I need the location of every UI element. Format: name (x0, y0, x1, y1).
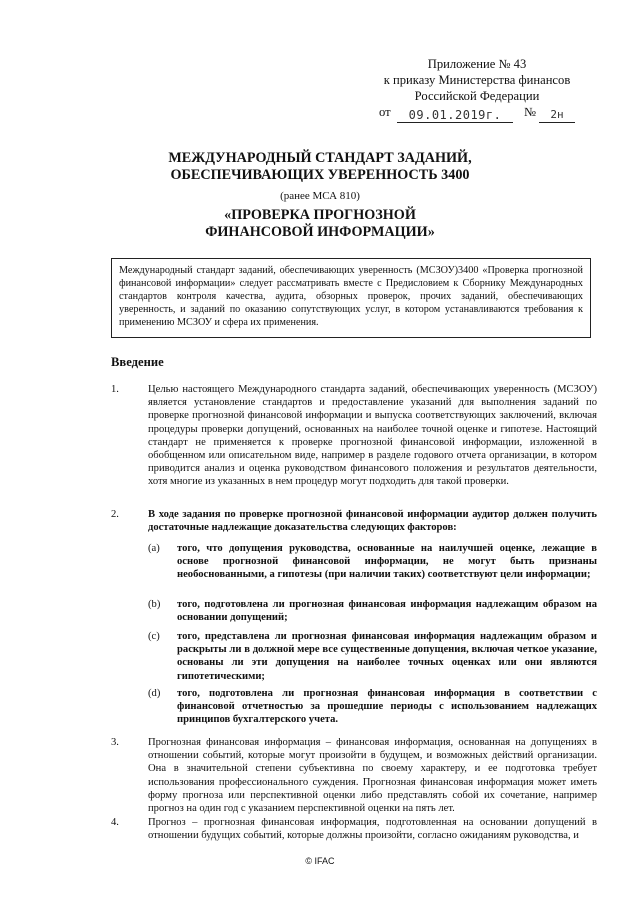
standard-name-line-2: ФИНАНСОВОЙ ИНФОРМАЦИИ» (205, 224, 435, 240)
paragraph-text: В ходе задания по проверке прогнозной финансовой информации аудитор должен получить достаточные надлежащие доказательства следующих факторов: (148, 509, 597, 534)
order-date-line (379, 104, 589, 124)
subitem-label: (b) (148, 599, 161, 610)
annex-header (372, 56, 582, 104)
standard-name (60, 207, 580, 241)
order-from-label: от (379, 105, 391, 119)
subitem-text: того, подготовлена ли прогнозная финансовая информация надлежащим образом на основании допущений; (177, 599, 597, 624)
subitem-label: (c) (148, 631, 160, 642)
annex-title: Приложение № 43 (427, 57, 527, 71)
notice-box: Международный стандарт заданий, обеспечивающих уверенность (МСЗОУ)3400 «Проверка прогнозной финансовой информации» следует рассматривать вместе с Предисловием к Сборнику Международных стандартов контроля качества, аудита, обзорных проверок, прочих заданий, обеспечивающих уверенность, и заданий по оказанию сопутствующих услуг, в котором устанавливаются требования к применению МСЗОУ и сфера их применения. (111, 258, 591, 338)
order-number-value: 2н (539, 108, 575, 123)
paragraph-number: 1. (111, 384, 119, 395)
annex-country: Российской Федерации (414, 89, 540, 103)
paragraph-number: 4. (111, 817, 119, 828)
annex-order-ref: к приказу Министерства финансов (383, 73, 571, 87)
standard-title-line-1: МЕЖДУНАРОДНЫЙ СТАНДАРТ ЗАДАНИЙ, (168, 150, 472, 166)
subitem-label: (d) (148, 688, 161, 699)
subitem-text: того, подготовлена ли прогнозная финансовая информация в соответствии с финансовой отчетностью за прошедшие периоды с использованием надлежащих принципов бухгалтерского учета. (177, 688, 597, 726)
order-date-stamp: 09.01.2019г. (397, 108, 513, 123)
paragraph-text: Прогноз – прогнозная финансовая информация, подготовленная на основании допущений в отношении будущих событий, которые должны произойти, согласно ожиданиям руководства, и (148, 817, 597, 842)
copyright-footer: © IFAC (305, 856, 335, 866)
paragraph-number: 3. (111, 737, 119, 748)
standard-title-line-2: ОБЕСПЕЧИВАЮЩИХ УВЕРЕННОСТЬ 3400 (170, 167, 470, 183)
subitem-text: того, что допущения руководства, основанные на наилучшей оценке, лежащие в основе прогнозной финансовой информации, не могут быть признаны необоснованными, а гипотезы (при наличии таких) соответствуют цели информации; (177, 543, 597, 581)
subitem-text: того, представлена ли прогнозная финансовая информация надлежащим образом и раскрыты ли в должной мере все существенные допущения, включая четкое указание, основаны ли эти допущения на наиболее точных оценках или они являются гипотетическими; (177, 631, 597, 682)
section-heading-introduction: Введение (111, 355, 164, 369)
standard-title (60, 150, 580, 184)
paragraph-number: 2. (111, 509, 119, 520)
paragraph-text: Целью настоящего Международного стандарта заданий, обеспечивающих уверенность (МСЗОУ) является установление стандартов и предоставление указаний для выполнения заданий по проверке прогнозной финансовой информации и выпуска соответствующих заключений, включая процедуры проверки допущений, основанных на наиболее точной оценке и гипотезе. Настоящий стандарт не применяется к проверке прогнозной финансовой информации, изложенной в обобщенном или описательном виде, например в разделе годового отчета организации, в котором приводится анализ и оценка руководством финансового положения и результатов деятельности, хотя многие из указанных в нем процедур могут подходить для такой проверки. (148, 384, 597, 488)
subitem-label: (a) (148, 543, 160, 554)
paragraph-text: Прогнозная финансовая информация – финансовая информация, основанная на допущениях в отношении событий, которые могут произойти в будущем, и возможных действий организации. Она в значительной степени субъективна по своему характеру, и ее подготовка требует использования профессионального суждения. Прогнозная финансовая информация может иметь форму прогноза или перспективной оценки либо представлять собой их сочетание, например прогноз на один год с указанием перспективной оценки на пять лет. (148, 737, 597, 815)
former-name: (ранее МСА 810) (280, 190, 360, 202)
standard-name-line-1: «ПРОВЕРКА ПРОГНОЗНОЙ (224, 207, 416, 223)
order-number-label: № (524, 105, 537, 119)
